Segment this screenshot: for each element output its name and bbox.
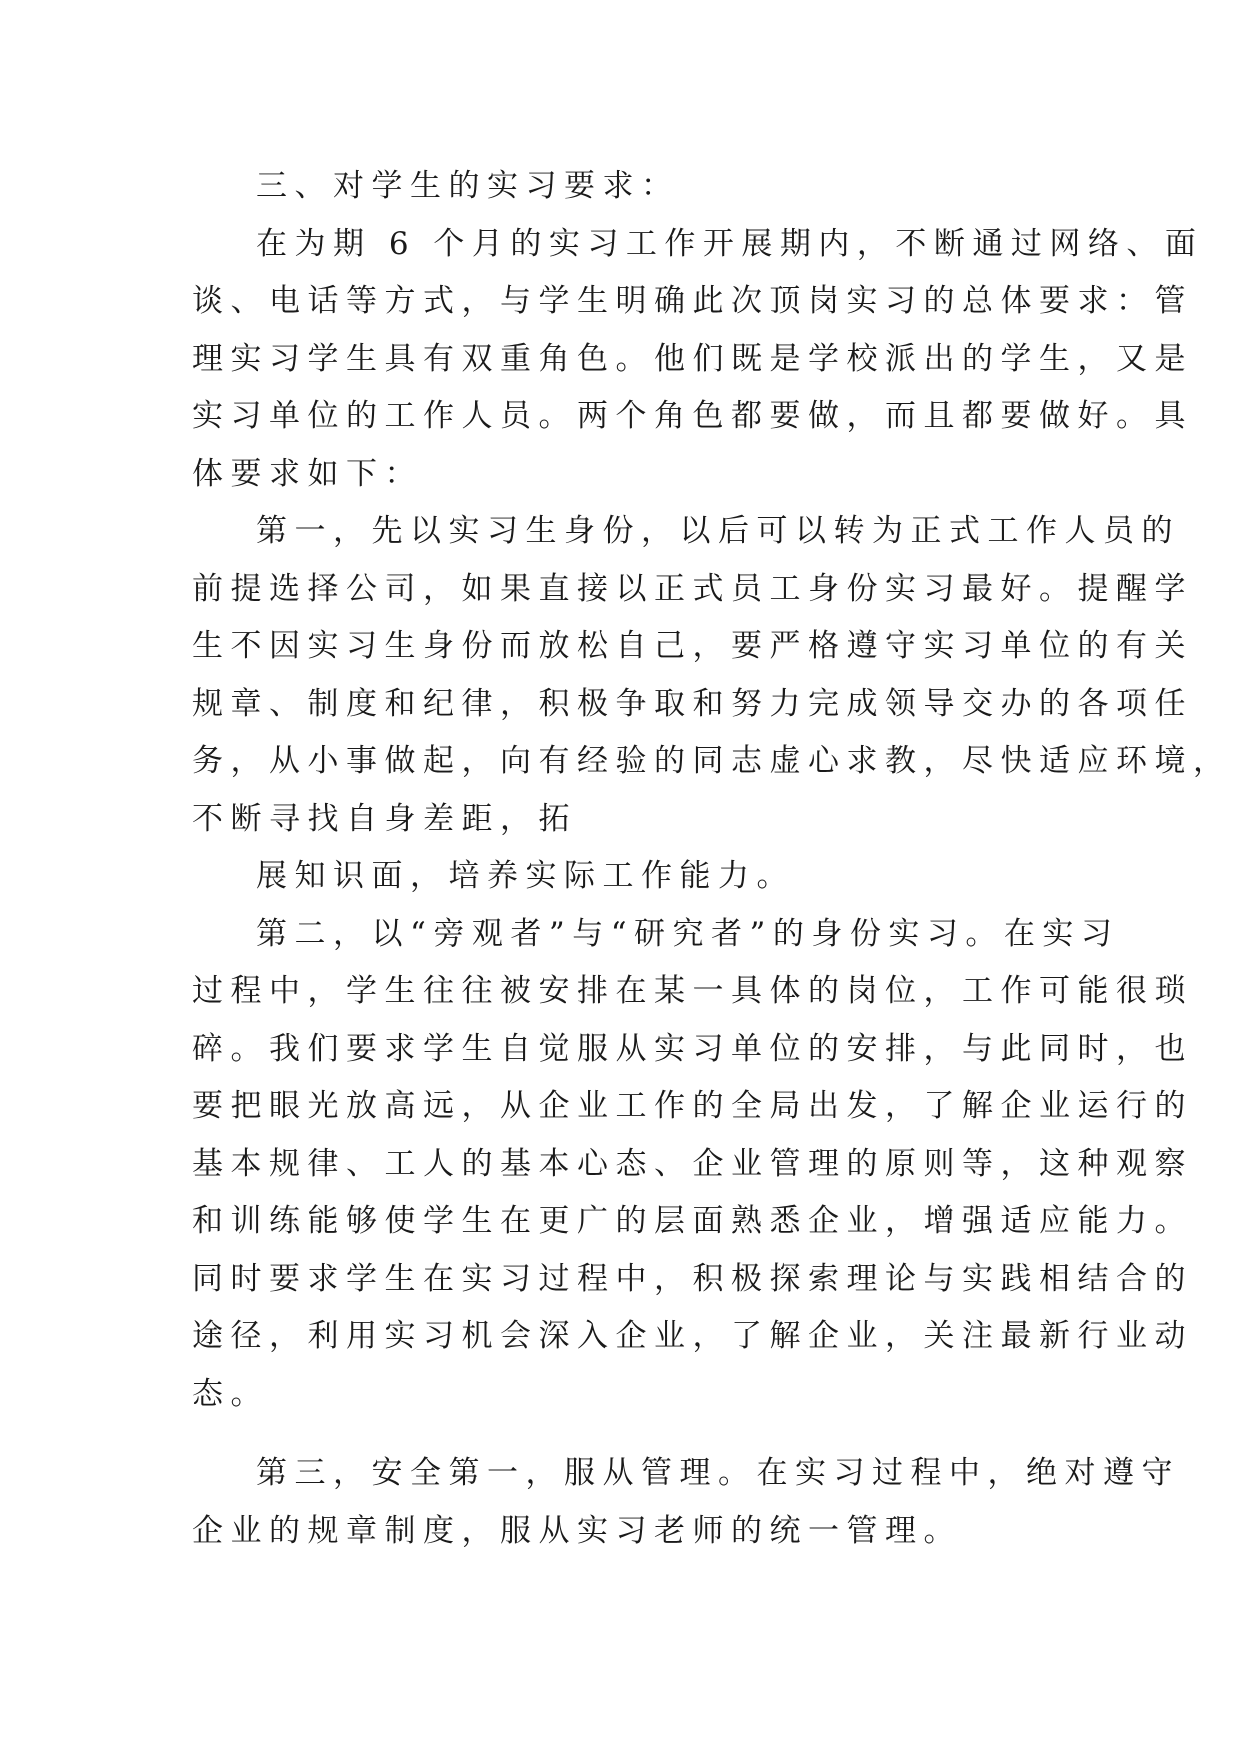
paragraph-line: 生不因实习生身份而放松自己，要严格遵守实习单位的有关: [192, 628, 1193, 664]
document-body: [192, 158, 1232, 1560]
paragraph-line: 态。: [192, 1375, 269, 1412]
paragraph-line: 第三，安全第一，服从管理。在实习过程中，绝对遵守: [256, 1455, 1180, 1491]
paragraph-line: 过程中，学生往往被安排在某一具体的岗位，工作可能很琐: [192, 973, 1193, 1009]
paragraph-line: 实习单位的工作人员。两个角色都要做，而且都要做好。具: [192, 398, 1193, 434]
paragraph-line: 在为期 6 个月的实习工作开展期内，不断通过网络、面: [256, 225, 1204, 262]
paragraph-line: 第一，先以实习生身份，以后可以转为正式工作人员的: [256, 513, 1180, 549]
paragraph-line: 基本规律、工人的基本心态、企业管理的原则等，这种观察: [192, 1145, 1193, 1182]
paragraph-line: 要把眼光放高远，从企业工作的全局出发，了解企业运行的: [192, 1088, 1193, 1124]
paragraph-line: 理实习学生具有双重角色。他们既是学校派出的学生，又是: [192, 340, 1193, 377]
paragraph-line: 前提选择公司，如果直接以正式员工身份实习最好。提醒学: [192, 570, 1193, 607]
paragraph-line: 同时要求学生在实习过程中，积极探索理论与实践相结合的: [192, 1260, 1193, 1297]
paragraph-line: 和训练能够使学生在更广的层面熟悉企业，增强适应能力。: [192, 1203, 1193, 1239]
paragraph-line: 规章、制度和纪律，积极争取和努力完成领导交办的各项任: [192, 685, 1193, 722]
paragraph-line: 展知识面，培养实际工作能力。: [256, 858, 795, 894]
paragraph-line: 不断寻找自身差距，拓: [192, 800, 577, 837]
paragraph-line: 碎。我们要求学生自觉服从实习单位的安排，与此同时，也: [192, 1030, 1193, 1067]
paragraph-line: 务，从小事做起，向有经验的同志虚心求教，尽快适应环境，: [192, 743, 1232, 779]
paragraph-line: 第二，以“旁观者”与“研究者”的身份实习。在实习: [256, 915, 1120, 952]
paragraph-line: 企业的规章制度，服从实习老师的统一管理。: [192, 1512, 962, 1549]
paragraph-line: 体要求如下：: [192, 455, 423, 492]
paragraph-line: 谈、电话等方式，与学生明确此次顶岗实习的总体要求：管: [192, 283, 1193, 319]
section-heading: 三、对学生的实习要求：: [256, 168, 680, 204]
paragraph-line: 途径，利用实习机会深入企业，了解企业，关注最新行业动: [192, 1318, 1193, 1354]
